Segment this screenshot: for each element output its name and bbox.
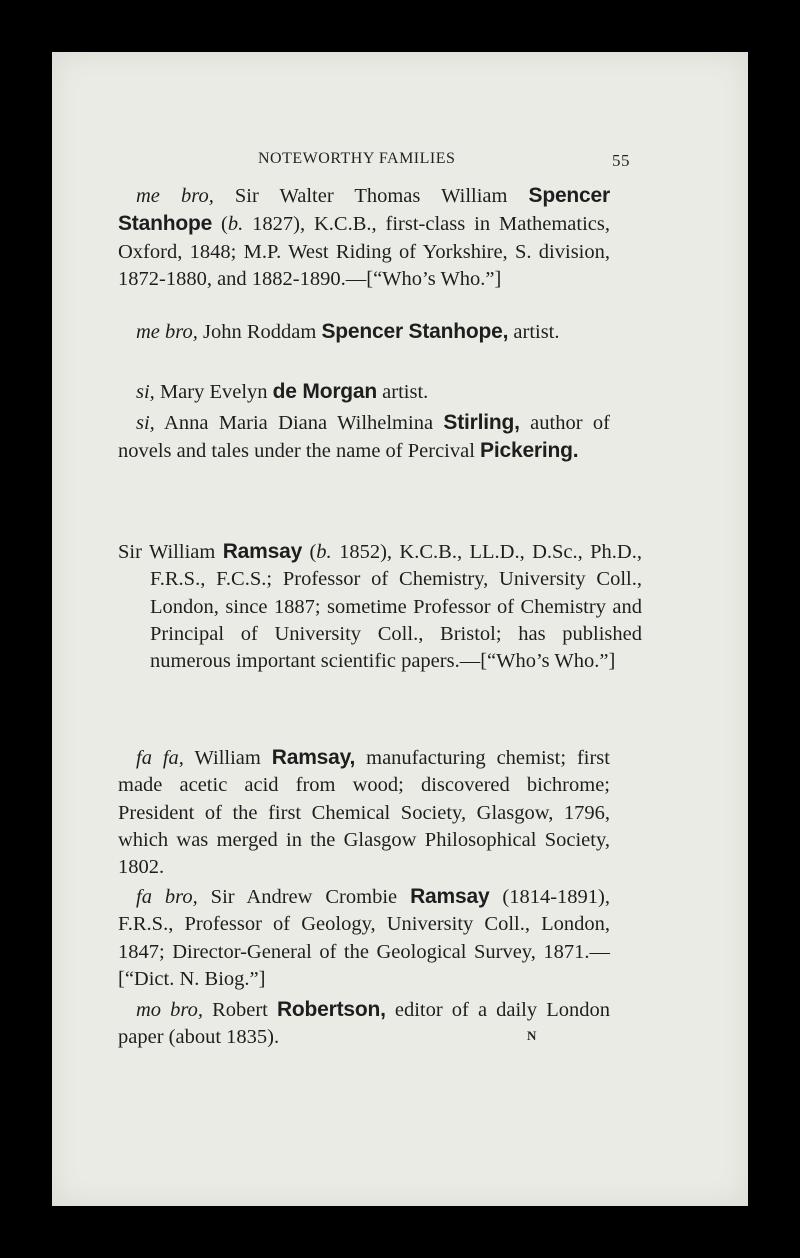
surname: Spencer Stanhope, [321,320,509,343]
running-header [258,150,630,174]
relation: mo bro, [136,999,203,1021]
relation: me bro, [136,185,214,207]
surname: Ramsay [222,540,303,563]
entry-anna-stirling: si, Anna Maria Diana Wilhelmina Stirling, author of novels and tales under the name of Percival Pickering. [118,411,610,463]
relation: si, [136,412,155,434]
entry-robert-robertson: mo bro, Robert Robertson, editor of a daily London paper (about 1835). [118,998,610,1049]
relation: si, [136,381,155,403]
signature-mark: N [527,1028,537,1043]
relation: fa bro, [136,886,198,908]
surname: Ramsay [410,885,490,908]
entry-walter-spencer-stanhope: me bro, Sir Walter Thomas William Spencer Stanhope (b. 1827), K.C.B., first-class in Mathematics, Oxford, 1848; M.P. West Riding of Yorkshire, S. division, 1872-1880, and 1882-1890.—[“Who’s Who.”] [118,184,611,290]
entry-william-ramsay: Sir William Ramsay (b. 1852), K.C.B., LL.D., D.Sc., Ph.D., F.R.S., F.C.S.; Professor of Chemistry, University Coll., London, since 1887; sometime Professor of Chemistry and Principal of University Coll., Bristol; has published numerous important scientific papers.—[“Who’s Who.”] [118,540,642,673]
surname: Stirling, [443,411,520,434]
relation: fa fa, [136,747,184,769]
entry-mary-de-morgan: si, Mary Evelyn de Morgan artist. [136,380,429,403]
running-title: NOTEWORTHY FAMILIES [258,150,456,167]
page-number: 55 [612,151,630,170]
entry-william-ramsay-chemist: fa fa, William Ramsay, manufacturing chemist; first made acetic acid from wood; discovered bichrome; President of the first Chemical Society, Glasgow, 1796, which was merged in the Glasgow Philosophical Society, 1802. [118,746,610,879]
surname: Spencer Stanhope [118,184,610,236]
pseudonym: Pickering. [480,439,579,463]
relation: me bro, [136,321,198,343]
entry-andrew-ramsay: fa bro, Sir Andrew Crombie Ramsay (1814-1891), F.R.S., Professor of Geology, University Coll., London, 1847; Director-General of the Geological Survey, 1871.—[“Dict. N. Biog.”] [118,885,610,990]
surname: Robertson, [276,998,386,1021]
surname: de Morgan [272,380,378,403]
surname: Ramsay, [271,746,356,769]
entry-john-spencer-stanhope: me bro, John Roddam Spencer Stanhope, artist. [136,320,560,343]
